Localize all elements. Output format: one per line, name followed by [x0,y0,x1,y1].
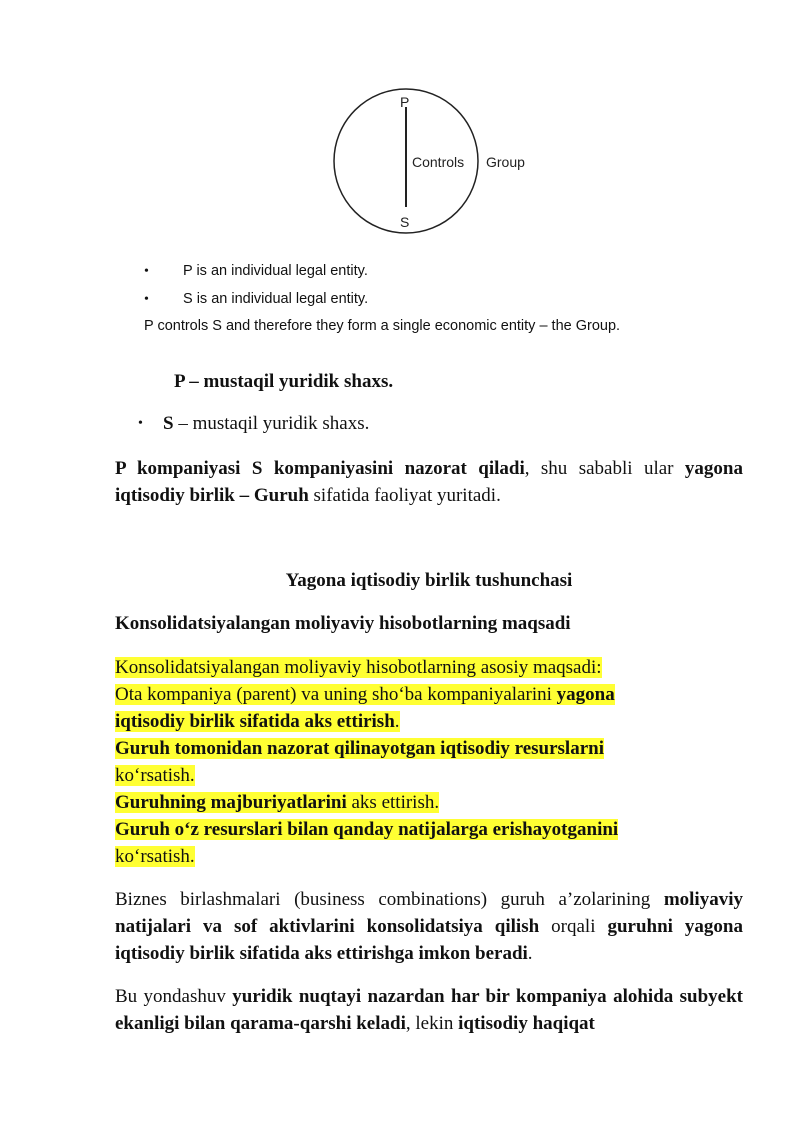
goal-3-bold: Guruhning majburiyatlarini [115,792,347,813]
para2-text-2: orqali [539,916,608,937]
uz-bullet-s-text: – mustaqil yuridik shaxs. [173,413,370,434]
goal-1-end: . [394,711,400,732]
bullet-icon: • [144,264,149,279]
para2-text-3: . [527,943,533,964]
para1-text-2: sifatida faoliyat yuritadi. [308,485,501,506]
uz-line-p [174,368,393,395]
diagram-label-s: S [400,214,410,230]
goal-4 [115,819,618,840]
uz-paragraph-business [115,886,743,967]
para3-text-2: , lekin [405,1013,459,1034]
goal-4-cont: ko‘rsatish. [115,846,195,867]
goal-1-bold: yagona [556,684,615,705]
uz-bullet-s [163,410,369,437]
uz-bullet-s-bold: S [163,413,174,434]
subheading-text: Konsolidatsiyalangan moliyaviy hisobotlarning maqsadi [115,613,571,634]
goal-2-cont: ko‘rsatish. [115,765,195,786]
para3-bold-2: iqtisodiy haqiqat [458,1013,595,1034]
goal-2 [115,738,604,759]
para1-text-1: , shu sababli ular [524,458,685,479]
goal-4-bold: Guruh o‘z resurslari bilan qanday natijalarga erishayotganini [115,819,619,840]
goal-3-text: aks ettirish. [346,792,440,813]
english-bullet-2: S is an individual legal entity. [183,291,369,307]
highlighted-goals [115,654,755,870]
goal-1-bold-2: iqtisodiy birlik sifatida aks ettirish [115,711,395,732]
diagram-label-group: Group [486,154,525,170]
goal-1-text: Ota kompaniya (parent) va uning sho‘ba kompaniyalarini [115,684,557,705]
para1-bold-2: yagona iqtisodiy birlik – Guruh [115,458,743,506]
bullet-icon: • [138,416,143,431]
para3-bold-1: yuridik nuqtayi nazardan har bir kompaniya alohida subyekt ekanligi bilan qarama-qarshi keladi [115,986,744,1034]
bullet-icon: • [144,292,149,307]
uz-paragraph-approach [115,983,743,1037]
subheading [115,610,571,637]
goals-intro: Konsolidatsiyalangan moliyaviy hisobotlarning asosiy maqsadi: [115,657,602,678]
english-summary: P controls S and therefore they form a single economic entity – the Group. [144,318,621,334]
section-heading [0,567,800,594]
goal-2-bold: Guruh tomonidan nazorat qilinayotgan iqtisodiy resurslarni [115,738,604,759]
para1-bold-1: P kompaniyasi S kompaniyasini nazorat qiladi [115,458,525,479]
goal-1 [115,684,615,705]
uz-line-p-text: P – mustaqil yuridik shaxs. [174,371,394,392]
section-heading-text: Yagona iqtisodiy birlik tushunchasi [285,570,573,591]
english-bullet-1: P is an individual legal entity. [183,263,368,279]
para2-bold-2: guruhni yagona iqtisodiy birlik sifatida aks ettirishga imkon beradi [115,916,743,964]
para2-text-1: Biznes birlashmalari (business combinations) guruh a’zolarining [115,889,664,910]
uz-paragraph-control [115,455,743,509]
goal-1-cont [115,711,400,732]
para3-text-1: Bu yondashuv [115,986,233,1007]
goal-3 [115,792,439,813]
diagram-label-p: P [400,94,410,110]
para2-bold-1: moliyaviy natijalari va sof aktivlarini konsolidatsiya qilish [115,889,743,937]
group-diagram [320,85,550,240]
diagram-label-controls: Controls [412,154,465,170]
